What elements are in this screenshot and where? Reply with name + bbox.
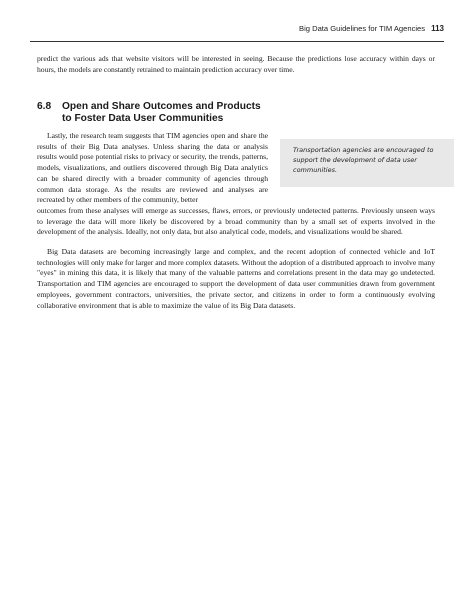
callout-box (280, 139, 454, 187)
section-heading (37, 101, 297, 126)
paragraph-sharing-wide: outcomes from these analyses will emerge as successes, flaws, errors, or previously undetected patterns. Previously unseen ways to leverage the data will more likely be discovered by a broad community than by a small set of experts involved in the development of the analysis. Ideally, not only data, but also analytical code, models, and visualizations would be shared. (37, 205, 435, 237)
header-rule (30, 41, 444, 42)
section-number: 6.8 (37, 101, 52, 112)
paragraph-sharing-narrow (37, 131, 268, 206)
section-title-line2: to Foster Data User Communities (62, 113, 224, 125)
section-title-line1: Open and Share Outcomes and Products (62, 101, 261, 112)
running-head (299, 23, 444, 35)
running-head-title: Big Data Guidelines for TIM Agencies (299, 24, 426, 33)
paragraph-communities-text: Big Data datasets are becoming increasingly large and complex, and the recent adoption of connected vehicle and IoT technologies will only make for larger and more complex datasets. Without the adoption of a distributed approach to involve many "eyes" in mining this data, it is likely that many of the valuable patterns and correlations present in the data may go undetected. Transportation and TIM agencies are encouraged to support the development of data user communities drawn from government employees, government contractors, universities, the private sector, and citizens in order to form a continuously evolving collaborative environment that is able to maximize the value of its Big Data datasets. (37, 247, 435, 310)
paragraph-continued: predict the various ads that website visitors will be interested in seeing. Because the predictions lose accuracy within days or hours, the models are constantly retrained to maintain prediction accuracy over time. (37, 54, 435, 74)
paragraph-sharing-narrow-text: Lastly, the research team suggests that TIM agencies open and share the results of their Big Data analyses. Unless sharing the data or analysis results would pose potential risks to privacy or security, the trends, patterns, models, visualizations, and outliers discovered through Big Data analytics can be shared directly with a broader community of agencies through common data storage. As the results are reviewed and analyses are recreated by other members of the community, better (37, 131, 268, 205)
page-number: 113 (431, 24, 444, 33)
paragraph-communities (37, 247, 435, 311)
callout-text: Transportation agencies are encouraged to support the development of data user communities. (293, 146, 434, 174)
